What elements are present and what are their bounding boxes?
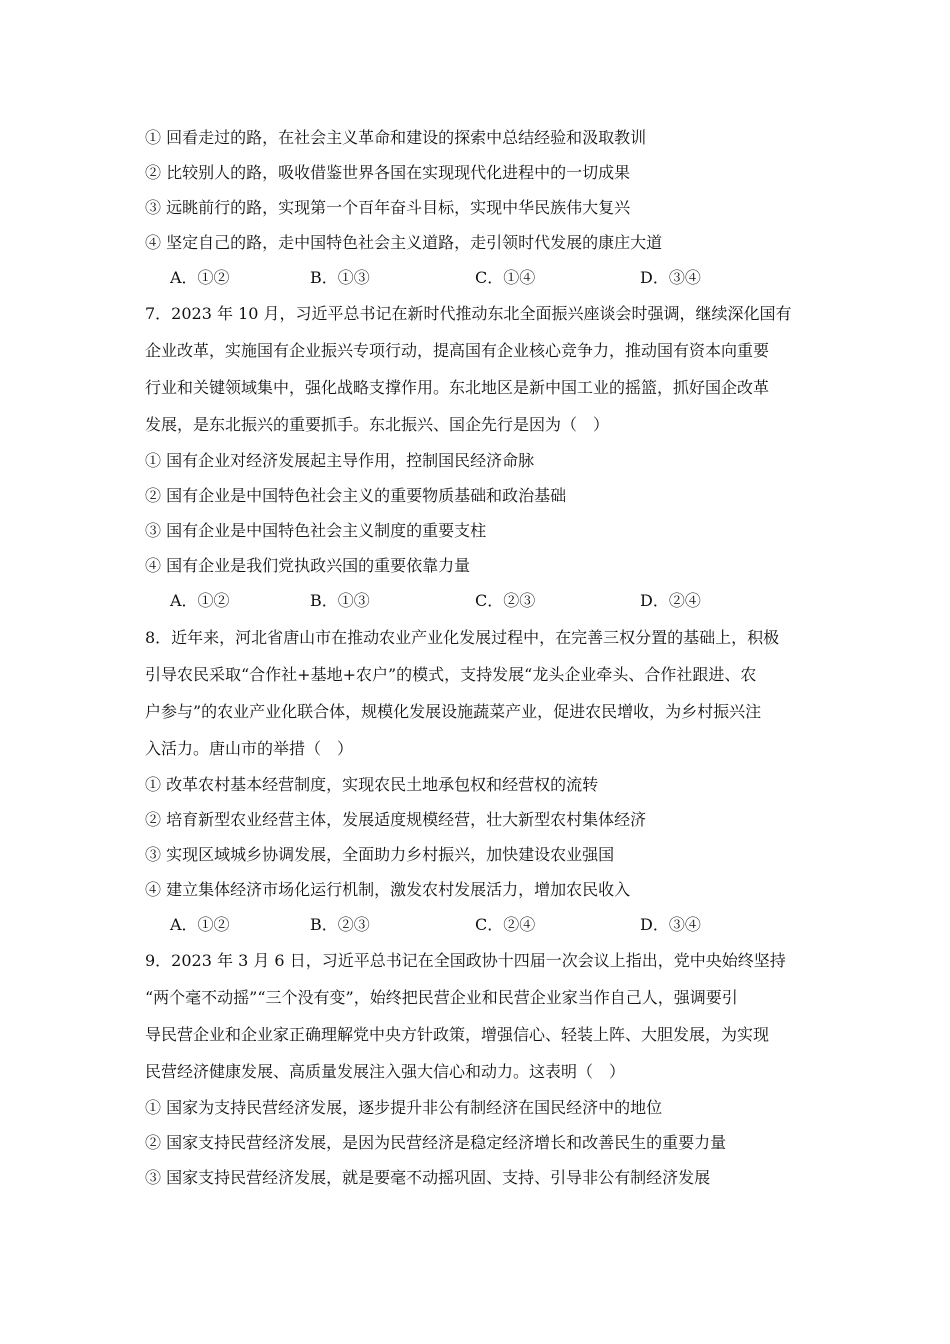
- q8-choice-1: ① 改革农村基本经营制度，实现农民土地承包权和经营权的流转: [145, 775, 599, 794]
- q8-choice-3: ③ 实现区域城乡协调发展，全面助力乡村振兴，加快建设农业强国: [145, 845, 615, 864]
- q7-stem-line-4: 发展，是东北振兴的重要抓手。东北振兴、国企先行是因为（ ）: [145, 415, 610, 434]
- q7-choice-2: ② 国有企业是中国特色社会主义的重要物质基础和政治基础: [145, 486, 567, 505]
- q8-stem-line-1: 8．近年来，河北省唐山市在推动农业产业化发展过程中，在完善三权分置的基础上，积极: [145, 628, 780, 647]
- q8-option-d: D．③④: [640, 915, 701, 934]
- q6-option-d: D．③④: [640, 268, 701, 287]
- q8-choice-4: ④ 建立集体经济市场化运行机制，激发农村发展活力，增加农民收入: [145, 880, 631, 899]
- q7-choice-1: ① 国有企业对经济发展起主导作用，控制国民经济命脉: [145, 451, 535, 470]
- q9-stem-line-1: 9．2023 年 3 月 6 日，习近平总书记在全国政协十四届一次会议上指出，党中央始终坚持: [145, 951, 786, 970]
- q7-choice-4: ④ 国有企业是我们党执政兴国的重要依靠力量: [145, 556, 471, 575]
- q7-option-a: A．①②: [170, 591, 230, 610]
- q7-answer-options: [170, 591, 730, 611]
- q6-option-a: A．①②: [170, 268, 230, 287]
- q7-option-c: C．②③: [475, 591, 536, 610]
- q7-stem-line-2: 企业改革，实施国有企业振兴专项行动，提高国有企业核心竞争力，推动国有资本向重要: [145, 341, 770, 360]
- q9-choice-1: ① 国家为支持民营经济发展，逐步提升非公有制经济在国民经济中的地位: [145, 1098, 663, 1117]
- q7-stem-line-1: 7．2023 年 10 月，习近平总书记在新时代推动东北全面振兴座谈会时强调，继续深化国有: [145, 304, 792, 323]
- q8-option-c: C．②④: [475, 915, 536, 934]
- q6-option-c: C．①④: [475, 268, 536, 287]
- q8-stem-line-2: 引导农民采取“合作社+基地+农户”的模式，支持发展“龙头企业牵头、合作社跟进、农: [145, 665, 757, 684]
- q7-stem-line-3: 行业和关键领域集中，强化战略支撑作用。东北地区是新中国工业的摇篮，抓好国企改革: [145, 378, 770, 397]
- q9-stem-line-3: 导民营企业和企业家正确理解党中央方针政策，增强信心、轻装上阵、大胆发展，为实现: [145, 1025, 770, 1044]
- q8-answer-options: [170, 915, 730, 935]
- q6-choice-3: ③ 远眺前行的路，实现第一个百年奋斗目标，实现中华民族伟大复兴: [145, 198, 631, 217]
- q9-stem-line-2: “两个毫不动摇”“三个没有变”，始终把民营企业和民营企业家当作自己人，强调要引: [145, 988, 738, 1007]
- q6-option-b: B．①③: [310, 268, 370, 287]
- q6-choice-4: ④ 坚定自己的路，走中国特色社会主义道路，走引领时代发展的康庄大道: [145, 233, 663, 252]
- q7-option-b: B．①③: [310, 591, 370, 610]
- q7-choice-3: ③ 国有企业是中国特色社会主义制度的重要支柱: [145, 521, 487, 540]
- q8-option-b: B．②③: [310, 915, 370, 934]
- q7-option-d: D．②④: [640, 591, 701, 610]
- q9-choice-3: ③ 国家支持民营经济发展，就是要毫不动摇巩固、支持、引导非公有制经济发展: [145, 1168, 711, 1187]
- q8-choice-2: ② 培育新型农业经营主体，发展适度规模经营，壮大新型农村集体经济: [145, 810, 647, 829]
- q8-stem-line-3: 户参与”的农业产业化联合体，规模化发展设施蔬菜产业，促进农民增收，为乡村振兴注: [145, 702, 762, 721]
- q8-option-a: A．①②: [170, 915, 230, 934]
- q9-stem-line-4: 民营经济健康发展、高质量发展注入强大信心和动力。这表明（ ）: [145, 1062, 626, 1081]
- q9-choice-2: ② 国家支持民营经济发展，是因为民营经济是稳定经济增长和改善民生的重要力量: [145, 1133, 727, 1152]
- q6-choice-1: ① 回看走过的路，在社会主义革命和建设的探索中总结经验和汲取教训: [145, 128, 647, 147]
- q8-stem-line-4: 入活力。唐山市的举措（ ）: [145, 739, 354, 758]
- q6-answer-options: [170, 268, 730, 288]
- q6-choice-2: ② 比较别人的路，吸收借鉴世界各国在实现现代化进程中的一切成果: [145, 163, 631, 182]
